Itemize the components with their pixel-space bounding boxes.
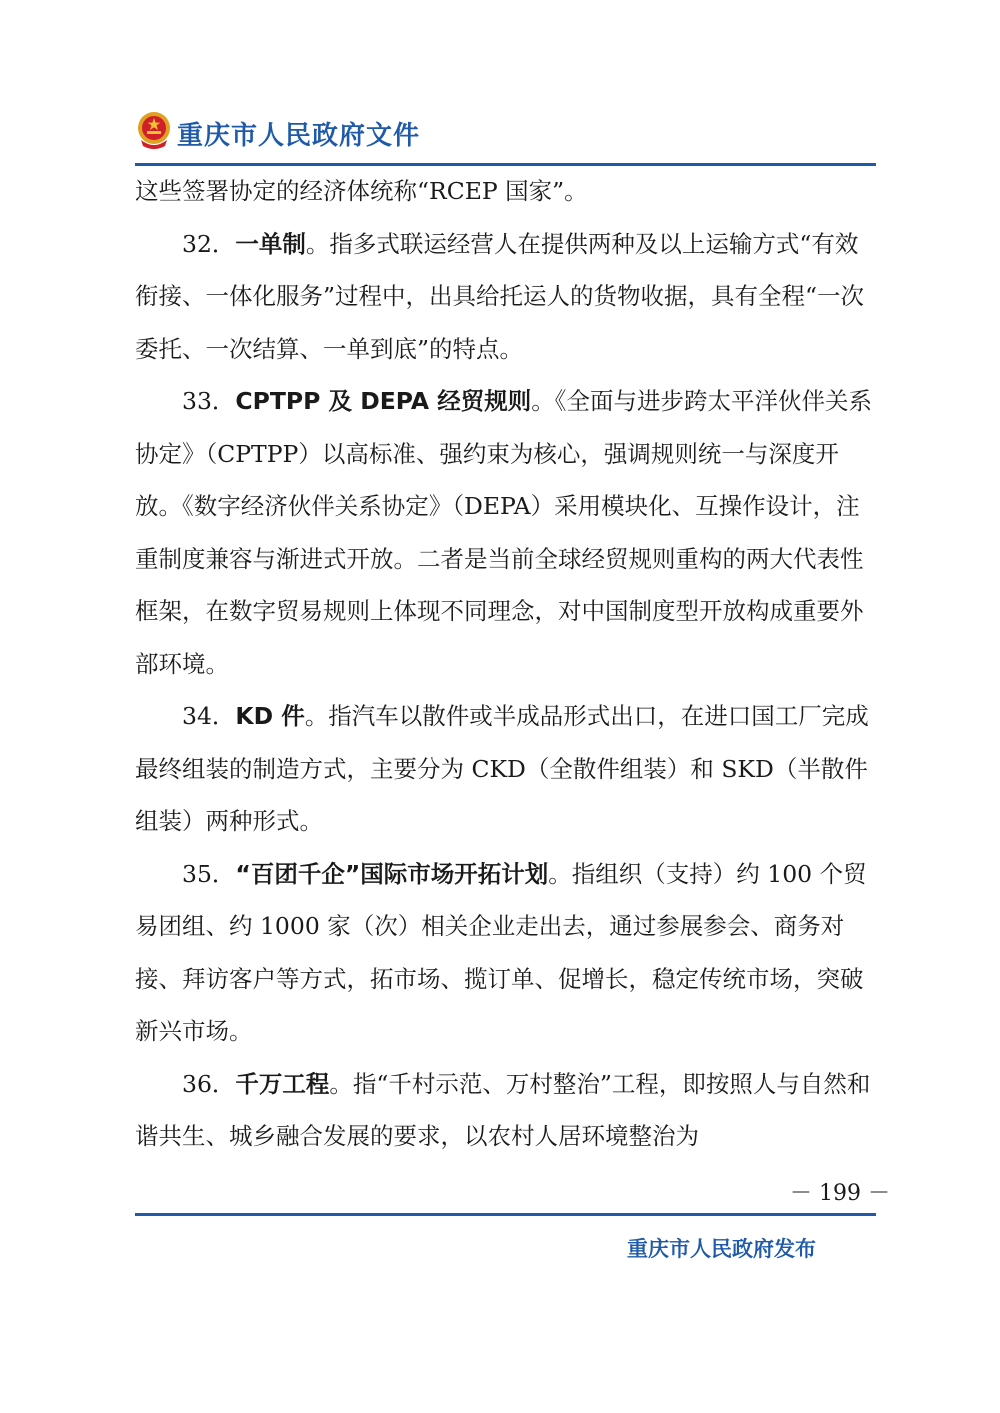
term-heading: KD 件 <box>235 702 305 730</box>
document-header <box>135 108 876 164</box>
paragraph-text: 这些签署协定的经济体统称“RCEP 国家”。 <box>135 177 588 205</box>
paragraph-text: 。指多式联运经营人在提供两种及以上运输方式“有效衔接、一体化服务”过程中，出具给托运人的货物收据，具有全程“一次委托、一次结算、一单到底”的特点。 <box>135 229 865 363</box>
paragraph-33 <box>135 375 876 690</box>
footer-publisher: 重庆市人民政府发布 <box>627 1237 816 1261</box>
paragraph-32 <box>135 218 876 376</box>
term-heading: CPTPP 及 DEPA 经贸规则 <box>235 387 532 415</box>
paragraph-continuation <box>135 165 876 218</box>
item-number: 35． <box>182 859 236 888</box>
paragraph-34 <box>135 690 876 848</box>
header-title: 重庆市人民政府文件 <box>177 121 421 151</box>
paragraph-text: 。指汽车以散件或半成品形式出口，在进口国工厂完成最终组装的制造方式，主要分为 CKD（全散件组装）和 SKD（半散件组装）两种形式。 <box>135 702 869 835</box>
item-number: 36． <box>182 1069 236 1098</box>
footer-rule <box>135 1213 876 1216</box>
paragraph-text: 。《全面与进步跨太平洋伙伴关系协定》（CPTPP）以高标准、强约束为核心，强调规则统一与深度开放。《数字经济伙伴关系协定》（DEPA）采用模块化、互操作设计，注重制度兼容与渐进式开放。二者是当前全球经贸规则重构的两大代表性框架，在数字贸易规则上体现不同理念，对中国制度型开放构成重要外部环境。 <box>135 387 872 678</box>
item-number: 32． <box>182 229 236 258</box>
item-number: 34． <box>182 702 236 730</box>
paragraph-text: 。指“千村示范、万村整治”工程，即按照人与自然和谐共生、城乡融合发展的要求，以农村人居环境整治为 <box>135 1069 871 1150</box>
term-heading: 千万工程 <box>235 1069 330 1098</box>
term-heading: “百团千企”国际市场开拓计划 <box>235 859 549 888</box>
national-emblem-icon <box>135 110 173 150</box>
page-number: － 199 － <box>790 1181 890 1206</box>
paragraph-36 <box>135 1058 876 1163</box>
item-number: 33． <box>182 387 236 415</box>
paragraph-text: 。指组织（支持）约 100 个贸易团组、约 1000 家（次）相关企业走出去，通过参展参会、商务对接、拜访客户等方式，拓市场、揽订单、促增长，稳定传统市场，突破新兴市场。 <box>135 859 867 1045</box>
term-heading: 一单制 <box>235 229 306 258</box>
paragraph-35 <box>135 848 876 1058</box>
document-body <box>135 165 876 1163</box>
